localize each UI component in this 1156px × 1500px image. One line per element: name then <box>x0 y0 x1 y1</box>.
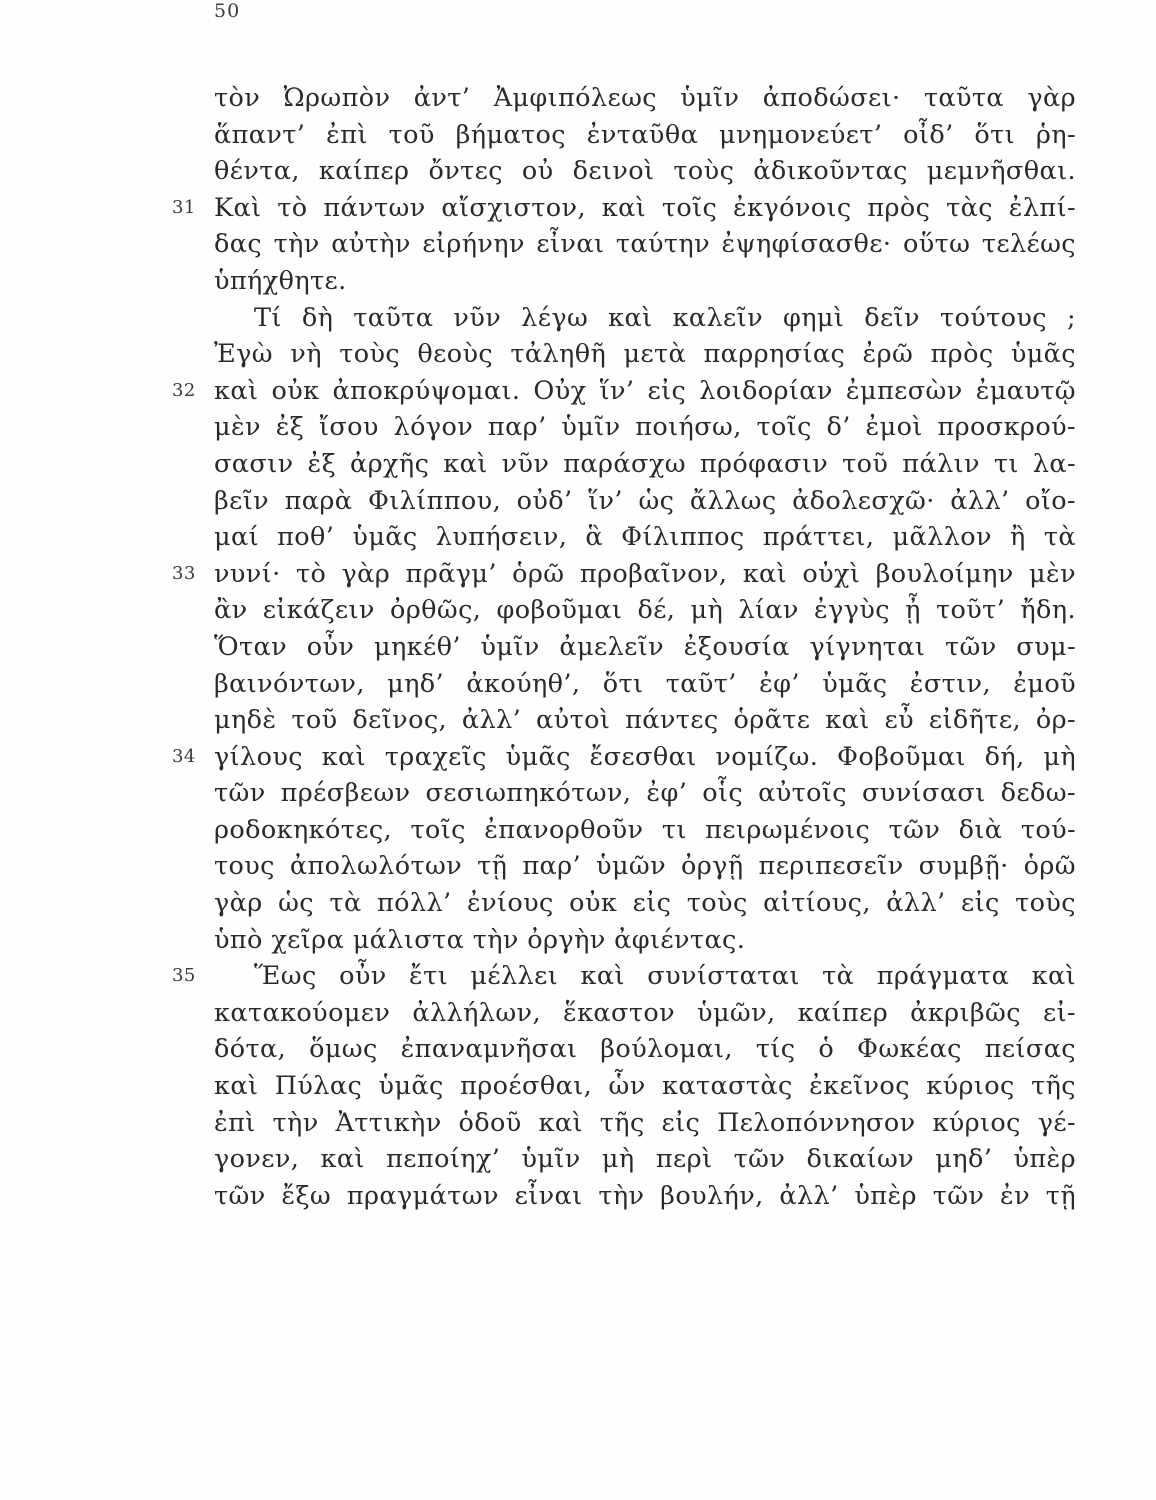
text-line <box>172 958 1076 995</box>
line-text: ἂν εἰκάζειν ὀρθῶς, φοβοῦμαι δέ, μὴ λίαν ἐγγὺς ᾖ τοῦτ’ ἤδη. <box>214 595 1076 626</box>
text-line <box>214 153 1076 190</box>
section-number: 31 <box>172 196 196 218</box>
line-text: Καὶ τὸ πάντων αἴσχιστον, καὶ τοῖς ἐκγόνοις πρὸς τὰς ἐλπί- <box>214 192 1076 223</box>
line-text: μὲν ἐξ ἴσου λόγον παρ’ ὑμῖν ποιήσω, τοῖς δ’ ἐμοὶ προσκρού- <box>214 412 1076 443</box>
text-line <box>214 666 1076 703</box>
line-text: γονεν, καὶ πεποίηχ’ ὑμῖν μὴ περὶ τῶν δικαίων μηδ’ ὑπὲρ <box>214 1144 1076 1175</box>
text-line <box>214 629 1076 666</box>
text-line <box>172 739 1076 776</box>
text-line <box>214 812 1076 849</box>
line-text: ἅπαντ’ ἐπὶ τοῦ βήματος ἐνταῦθα μνημονεύετ’ οἶδ’ ὅτι ῥη- <box>214 119 1076 150</box>
line-text: Ὅταν οὖν μηκέθ’ ὑμῖν ἀμελεῖν ἐξουσία γίγνηται τῶν συμ- <box>214 631 1076 662</box>
line-text: καὶ Πύλας ὑμᾶς προέσθαι, ὧν καταστὰς ἐκεῖνος κύριος τῆς <box>214 1071 1076 1102</box>
page-number: 50 <box>214 0 241 22</box>
section-number: 34 <box>172 745 196 767</box>
text-line <box>214 592 1076 629</box>
line-text: Ἕως οὖν ἔτι μέλλει καὶ συνίσταται τὰ πράγματα καὶ <box>254 961 1076 992</box>
line-text: τῶν πρέσβεων σεσιωπηκότων, ἐφ’ οἷς αὐτοῖς συνίσασι δεδω- <box>214 778 1076 809</box>
text-line <box>214 1141 1076 1178</box>
text-line <box>214 848 1076 885</box>
section-number: 32 <box>172 379 196 401</box>
line-text: ροδοκηκότες, τοῖς ἐπανορθοῦν τι πειρωμένοις τῶν διὰ τού- <box>214 814 1076 845</box>
line-text: μαί ποθ’ ὑμᾶς λυπήσειν, ἃ Φίλιππος πράττει, μᾶλλον ἢ τὰ <box>214 522 1076 553</box>
text-line <box>214 1105 1076 1142</box>
text-line <box>214 922 1076 959</box>
section-number: 33 <box>172 562 196 584</box>
greek-text-body <box>172 80 1076 1214</box>
line-text: δότα, ὅμως ἐπαναμνῆσαι βούλομαι, τίς ὁ Φωκέας πείσας <box>214 1034 1076 1065</box>
text-line <box>214 995 1076 1032</box>
line-text: βαινόντων, μηδ’ ἀκούηθ’, ὅτι ταῦτ’ ἐφ’ ὑμᾶς ἐστιν, ἐμοῦ <box>214 668 1076 699</box>
line-text: δας τὴν αὐτὴν εἰρήνην εἶναι ταύτην ἐψηφίσασθε· οὕτω τελέως <box>214 229 1076 260</box>
text-line <box>214 1178 1076 1215</box>
section-number: 35 <box>172 965 196 987</box>
line-text: τὸν Ὠρωπὸν ἀντ’ Ἀμφιπόλεως ὑμῖν ἀποδώσει· ταῦτα γὰρ <box>214 83 1076 113</box>
text-line <box>172 190 1076 227</box>
text-line <box>214 80 1076 117</box>
line-text: νυνί· τὸ γὰρ πρᾶγμ’ ὁρῶ προβαῖνον, καὶ οὐχὶ βουλοίμην μὲν <box>214 558 1076 589</box>
text-line <box>214 263 1076 300</box>
line-text: Ἐγὼ νὴ τοὺς θεοὺς τἀληθῆ μετὰ παρρησίας ἐρῶ πρὸς ὑμᾶς <box>214 339 1076 370</box>
line-text: βεῖν παρὰ Φιλίππου, οὐδ’ ἵν’ ὡς ἄλλως ἀδολεσχῶ· ἀλλ’ οἴο- <box>214 485 1076 516</box>
line-text: σασιν ἐξ ἀρχῆς καὶ νῦν παράσχω πρόφασιν τοῦ πάλιν τι λα- <box>214 448 1076 479</box>
line-text: μηδὲ τοῦ δεῖνος, ἀλλ’ αὐτοὶ πάντες ὁρᾶτε καὶ εὖ εἰδῆτε, ὀρ- <box>214 705 1076 736</box>
line-text: κατακούομεν ἀλλήλων, ἕκαστον ὑμῶν, καίπερ ἀκριβῶς εἰ- <box>214 997 1076 1028</box>
line-text: καὶ οὐκ ἀποκρύψομαι. Οὐχ ἵν’ εἰς λοιδορίαν ἐμπεσὼν ἐμαυτῷ <box>214 375 1076 406</box>
line-text: ἐπὶ τὴν Ἀττικὴν ὁδοῦ καὶ τῆς εἰς Πελοπόννησον κύριος γέ- <box>214 1107 1076 1138</box>
text-line <box>214 1031 1076 1068</box>
text-line <box>214 1068 1076 1105</box>
line-text: ὑπήχθητε. <box>214 265 347 296</box>
text-line <box>214 300 1076 337</box>
line-text: τῶν ἔξω πραγμάτων εἶναι τὴν βουλήν, ἀλλ’ ὑπὲρ τῶν ἐν τῇ <box>214 1180 1076 1211</box>
text-line <box>214 446 1076 483</box>
text-line <box>214 409 1076 446</box>
text-line <box>214 226 1076 263</box>
text-line <box>214 336 1076 373</box>
text-line <box>214 702 1076 739</box>
line-text: ὑπὸ χεῖρα μάλιστα τὴν ὀργὴν ἀφιέντας. <box>214 924 746 955</box>
text-line <box>214 519 1076 556</box>
line-text: γὰρ ὡς τὰ πόλλ’ ἐνίους οὐκ εἰς τοὺς αἰτίους, ἀλλ’ εἰς τοὺς <box>214 888 1076 919</box>
line-text: Τί δὴ ταῦτα νῦν λέγω καὶ καλεῖν φημὶ δεῖν τούτους ; <box>254 302 1076 333</box>
text-line <box>172 373 1076 410</box>
line-text: γίλους καὶ τραχεῖς ὑμᾶς ἔσεσθαι νομίζω. Φοβοῦμαι δή, μὴ <box>214 741 1076 772</box>
text-line <box>214 483 1076 520</box>
line-text: τους ἀπολωλότων τῇ παρ’ ὑμῶν ὀργῇ περιπεσεῖν συμβῇ· ὁρῶ <box>214 851 1076 882</box>
text-line <box>172 556 1076 593</box>
text-line <box>214 885 1076 922</box>
text-line <box>214 117 1076 154</box>
line-text: θέντα, καίπερ ὄντες οὐ δεινοὶ τοὺς ἀδικοῦντας μεμνῆσθαι. <box>214 156 1076 187</box>
text-line <box>214 775 1076 812</box>
